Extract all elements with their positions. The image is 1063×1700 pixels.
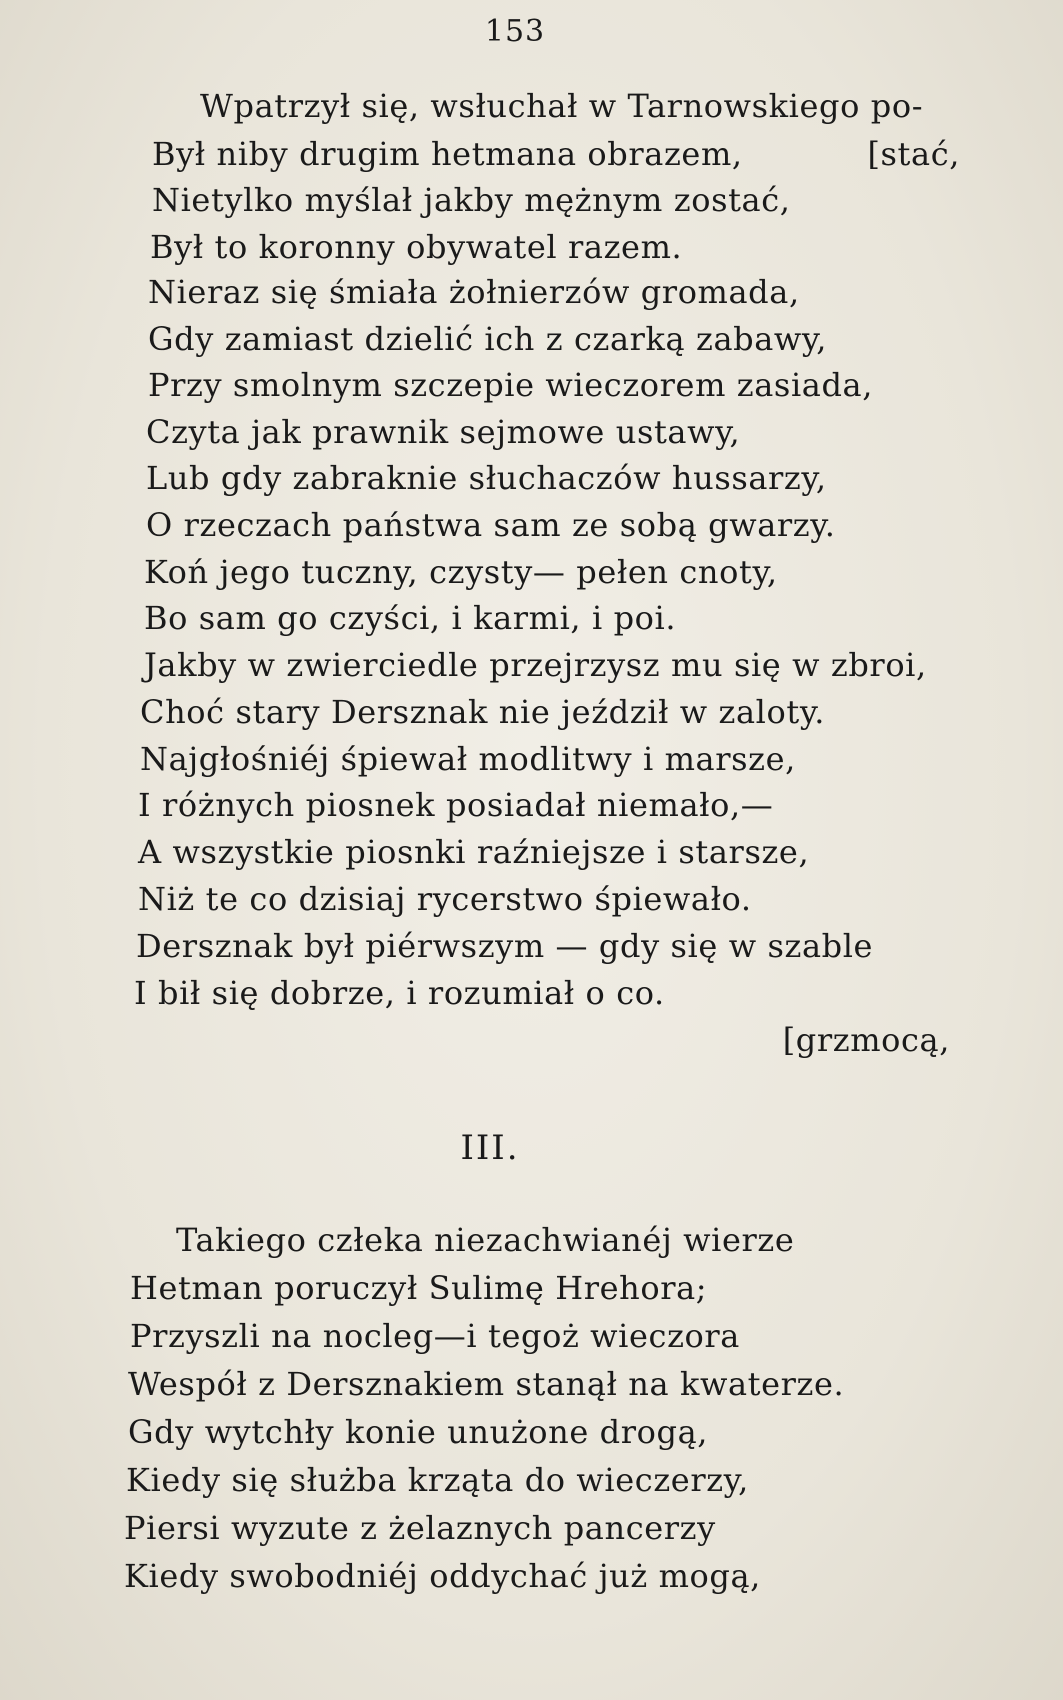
page-number: 153 [484, 14, 546, 49]
verse-line: Lub gdy zabraknie słuchaczów hussarzy, [146, 459, 827, 497]
verse-line: Przyszli na nocleg—i tegoż wieczora [130, 1317, 740, 1355]
carry-over-word: [stać, [867, 135, 960, 173]
carry-over-word: [grzmocą, [782, 1021, 950, 1059]
verse-line: Gdy zamiast dzielić ich z czarką zabawy, [148, 320, 828, 358]
verse-line: Najgłośniéj śpiewał modlitwy i marsze, [140, 740, 796, 778]
verse-line: Takiego człeka niezachwianéj wierze [176, 1221, 795, 1259]
verse-line: Dersznak był piérwszym — gdy się w szable [136, 927, 874, 965]
verse-line: Koń jego tuczny, czysty— pełen cnoty, [144, 553, 778, 591]
verse-line: Czyta jak prawnik sejmowe ustawy, [146, 413, 741, 451]
verse-line: Był to koronny obywatel razem. [150, 228, 683, 266]
verse-line: Piersi wyzute z żelaznych pancerzy [124, 1509, 716, 1547]
verse-line: Choć stary Dersznak nie jeździł w zaloty. [140, 693, 826, 731]
verse-line: Wpatrzył się, wsłuchał w Tarnowskiego po- [200, 87, 924, 125]
verse-line: Bo sam go czyści, i karmi, i poi. [144, 599, 677, 637]
verse-line: I różnych piosnek posiadał niemało,— [138, 786, 774, 824]
verse-line: Niż te co dzisiaj rycerstwo śpiewało. [138, 880, 752, 918]
verse-line: Jakby w zwierciedle przejrzysz mu się w zbroi, [144, 646, 927, 684]
section-heading: III. [460, 1128, 520, 1168]
verse-line: Kiedy swobodniéj oddychać już mogą, [124, 1557, 761, 1595]
verse-line: Gdy wytchły konie unużone drogą, [128, 1413, 709, 1451]
verse-line: Kiedy się służba krząta do wieczerzy, [126, 1461, 749, 1499]
verse-line: O rzeczach państwa sam ze sobą gwarzy. [146, 506, 836, 544]
verse-line: Hetman poruczył Sulimę Hrehora; [130, 1269, 708, 1307]
verse-line: I bił się dobrze, i rozumiał o co. [134, 974, 665, 1012]
verse-line: Był niby drugim hetmana obrazem, [152, 135, 743, 173]
verse-line: A wszystkie piosnki raźniejsze i starsze, [138, 833, 810, 871]
verse-line: Przy smolnym szczepie wieczorem zasiada, [148, 366, 873, 404]
verse-line: Wespół z Dersznakiem stanął na kwaterze. [128, 1365, 845, 1403]
verse-line: Nietylko myślał jakby mężnym zostać, [152, 181, 791, 219]
verse-line: Nieraz się śmiała żołnierzów gromada, [148, 273, 800, 311]
